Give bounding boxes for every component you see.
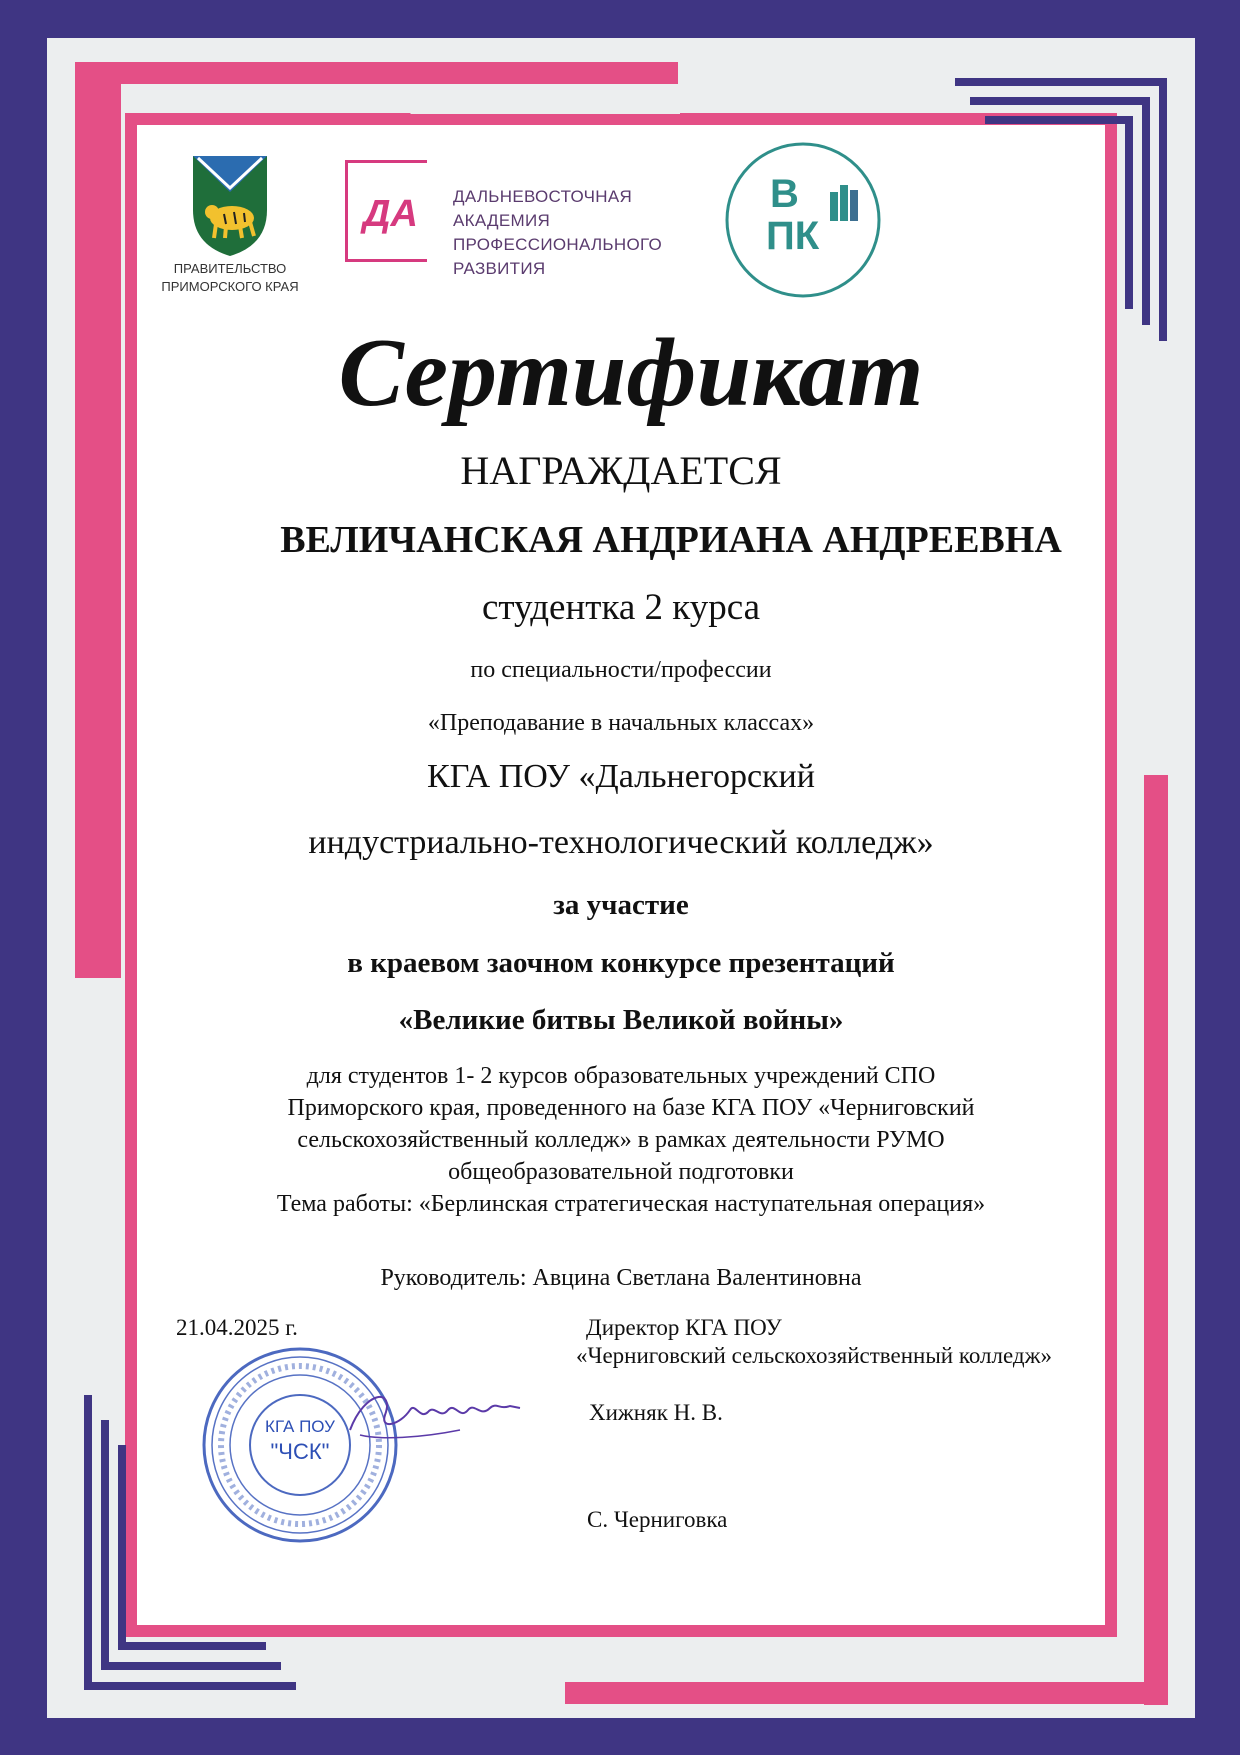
participation-reason: за участие — [553, 889, 689, 921]
purple-line-top-3 — [985, 116, 1133, 124]
description-block — [137, 1060, 1105, 1220]
work-topic: Тема работы: «Берлинская стратегическая наступательная операция» — [276, 1191, 986, 1217]
description-line: общеобразовательной подготовки — [448, 1159, 794, 1185]
description-line: для студентов 1- 2 курсов образовательных учреждений СПО — [306, 1063, 936, 1089]
director-signature — [340, 1380, 530, 1450]
contest-description: в краевом заочном конкурсе презентаций — [347, 947, 895, 979]
certificate-title: Сертификат — [338, 319, 924, 427]
contest-name: «Великие битвы Великой войны» — [398, 1004, 844, 1036]
stamp-line1: КГА ПОУ — [265, 1417, 335, 1436]
stamp-line2: "ЧСК" — [270, 1439, 330, 1464]
description-line: сельскохозяйственный колледж» в рамках деятельности РУМО — [297, 1127, 945, 1153]
pink-stripe-bottom — [565, 1682, 1168, 1704]
coat-of-arms-icon — [150, 150, 310, 260]
purple-line-right-1 — [1159, 78, 1167, 341]
academy-mark: ДА — [363, 193, 418, 235]
college-mark-bottom: ПК — [766, 214, 820, 258]
academy-logo — [345, 160, 675, 285]
college-mark-top: В — [770, 172, 799, 216]
purple-line-bottom-3 — [118, 1642, 266, 1650]
recipient-status: студентка 2 курса — [481, 587, 761, 628]
purple-line-top-1 — [955, 78, 1167, 86]
institution-line2: индустриально-технологический колледж» — [308, 824, 934, 861]
awarded-label: НАГРАЖДАЕТСЯ — [460, 448, 782, 493]
place-name: С. Черниговка — [587, 1507, 728, 1532]
director-title: Директор КГА ПОУ — [586, 1315, 782, 1340]
purple-line-bottom-2 — [101, 1662, 281, 1670]
purple-line-right-2 — [1142, 97, 1150, 325]
purple-line-right-3 — [1125, 116, 1133, 309]
pink-stripe-top — [75, 62, 678, 84]
purple-line-left-2 — [101, 1420, 109, 1670]
pink-stripe-right — [1144, 775, 1168, 1705]
specialty-name: «Преподавание в начальных классах» — [427, 710, 815, 736]
description-line: Приморского края, проведенного на базе КГА ПОУ «Черниговский — [287, 1095, 975, 1121]
government-caption: ПРАВИТЕЛЬСТВО ПРИМОРСКОГО КРАЯ — [161, 261, 299, 294]
issue-date: 21.04.2025 г. — [176, 1315, 298, 1340]
government-logo — [150, 150, 310, 305]
recipient-name: ВЕЛИЧАНСКАЯ АНДРИАНА АНДРЕЕВНА — [280, 519, 1062, 561]
purple-line-left-3 — [118, 1445, 126, 1650]
purple-line-left-1 — [84, 1395, 92, 1690]
supervisor: Руководитель: Авцина Светлана Валентиновна — [380, 1265, 862, 1291]
academy-name: ДАЛЬНЕВОСТОЧНАЯ АКАДЕМИЯ ПРОФЕССИОНАЛЬНОГО РАЗВИТИЯ — [453, 187, 663, 278]
institution-line1: КГА ПОУ «Дальнегорский — [427, 758, 815, 795]
specialty-label: по специальности/профессии — [470, 657, 772, 683]
director-organization: «Черниговский сельскохозяйственный колледж» — [576, 1343, 1052, 1368]
purple-line-top-2 — [970, 97, 1150, 105]
pink-stripe-left — [75, 62, 121, 978]
college-logo — [718, 140, 888, 300]
top-diagonal — [380, 84, 680, 114]
purple-line-bottom-1 — [84, 1682, 296, 1690]
director-name: Хижняк Н. В. — [589, 1400, 723, 1425]
